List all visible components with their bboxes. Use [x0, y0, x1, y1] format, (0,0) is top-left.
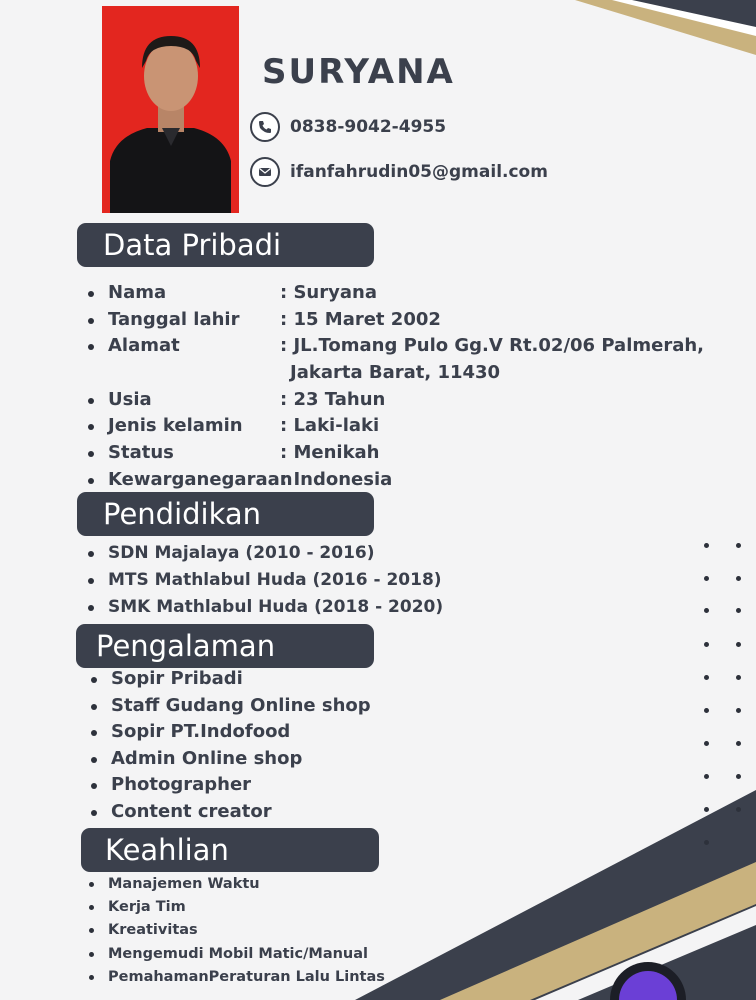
list-item: Sopir Pribadi: [87, 666, 371, 693]
list-item: Photographer: [87, 772, 371, 799]
field-value: [280, 333, 704, 386]
email-contact: [250, 157, 548, 187]
profile-photo: [102, 6, 239, 213]
list-item: [84, 307, 704, 334]
list-item: [84, 413, 704, 440]
list-item: [84, 440, 704, 467]
address-line-1: : JL.Tomang Pulo Gg.V Rt.02/06 Palmerah,: [280, 335, 705, 357]
field-value: : Suryana: [280, 282, 377, 303]
list-item: [84, 467, 704, 494]
list-item: [84, 280, 704, 307]
list-item: PemahamanPeraturan Lalu Lintas: [82, 966, 385, 989]
section-personal-data: Data Pribadi: [77, 223, 374, 267]
list-item: Kreativitas: [82, 919, 385, 942]
section-experience: Pengalaman: [76, 624, 374, 668]
list-item: [84, 333, 704, 386]
section-skills: Keahlian: [81, 828, 379, 872]
field-value: : Laki-laki: [280, 415, 380, 437]
field-label: Nama: [108, 282, 167, 303]
email-icon: [250, 157, 280, 187]
list-item: Manajemen Waktu: [82, 873, 385, 896]
field-value: : Indonesia: [280, 468, 393, 490]
list-item: Staff Gudang Online shop: [87, 693, 371, 720]
list-item: [84, 387, 704, 414]
email-address: ifanfahrudin05@gmail.com: [290, 162, 548, 182]
field-value: : 15 Maret 2002: [280, 308, 441, 330]
list-item: Mengemudi Mobil Matic/Manual: [82, 943, 385, 966]
education-list: [84, 540, 443, 620]
list-item: MTS Mathlabul Huda (2016 - 2018): [84, 567, 443, 594]
list-item: SMK Mathlabul Huda (2018 - 2020): [84, 594, 443, 621]
skills-list: [82, 873, 385, 989]
personal-data-list: [84, 280, 704, 494]
person-photo-icon: [102, 6, 239, 213]
list-item: Kerja Tim: [82, 896, 385, 919]
list-item: Sopir PT.Indofood: [87, 719, 371, 746]
field-value: : Menikah: [280, 442, 380, 464]
candidate-name: SURYANA: [262, 52, 455, 92]
list-item: SDN Majalaya (2010 - 2016): [84, 540, 443, 567]
phone-icon: [250, 112, 280, 142]
phone-number: 0838-9042-4955: [290, 117, 447, 137]
list-item: Admin Online shop: [87, 746, 371, 773]
field-label: Tanggal lahir: [108, 308, 240, 330]
field-label: Alamat: [108, 335, 180, 357]
experience-list: [87, 666, 371, 826]
field-label: Jenis kelamin: [108, 415, 243, 437]
field-value: : 23 Tahun: [280, 388, 386, 410]
address-line-2: Jakarta Barat, 11430: [290, 362, 501, 384]
list-item: Content creator: [87, 799, 371, 826]
phone-contact: [250, 112, 446, 142]
field-label: Usia: [108, 388, 152, 410]
field-label: Status: [108, 442, 174, 464]
section-education: Pendidikan: [77, 492, 374, 536]
field-label: Kewarganegaraan: [108, 468, 293, 490]
